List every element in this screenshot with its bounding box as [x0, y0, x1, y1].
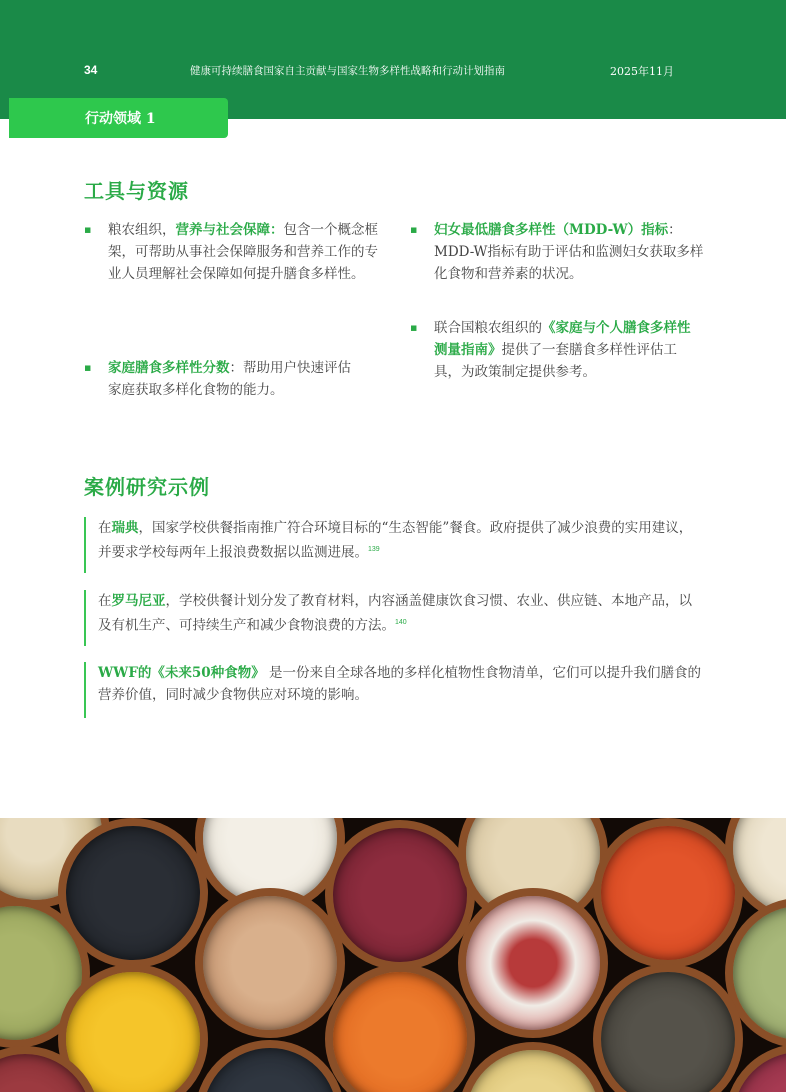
bullet-icon: ▪ — [410, 321, 418, 334]
case-study: 在瑞典，国家学校供餐指南推广符合环境目标的“生态智能”餐食。政府提供了减少浪费的实用建议，并要求学校每两年上报浪费数据以监测进展。$^{139}$ — [84, 517, 694, 573]
bowl-image — [195, 888, 345, 1038]
action-area-label: 行动领域 1 — [85, 111, 156, 127]
tool-item-title[interactable]: 家庭膳食多样性分数 — [108, 360, 230, 376]
bullet-icon: ▪ — [410, 223, 418, 236]
legumes-photo — [0, 818, 786, 1092]
case-country: 瑞典 — [111, 520, 139, 536]
case-country: 罗马尼亚 — [111, 593, 166, 609]
tool-item-title[interactable]: 妇女最低膳食多样性（MDD-W）指标 — [434, 222, 669, 238]
case-study: 在罗马尼亚，学校供餐计划分发了教育材料，内容涵盖健康饮食习惯、农业、供应链、本地产品，以及有机生产、可持续生产和减少食物浪费的方法。$^{140}$ — [84, 590, 694, 646]
case-study: WWF的《未来50种食物》 是一份来自全球各地的多样化植物性食物清单，它们可以提升我们膳食的营养价值，同时减少食物供应对环境的影响。 — [84, 662, 710, 718]
tool-item-title[interactable]: 《家庭与个人膳食多样性测量指南》 — [434, 320, 691, 358]
tool-item: ▪ 粮农组织，营养与社会保障：包含一个概念框架，可帮助从事社会保障服务和营养工作的专业人员理解社会保障如何提升膳食多样性。 — [108, 219, 386, 285]
document-date: 2025年11月 — [610, 65, 674, 78]
tool-item-title[interactable]: 营养与社会保障： — [175, 222, 284, 238]
cases-heading: 案例研究示例 — [84, 475, 210, 499]
document-title: 健康可持续膳食国家自主贡献与国家生物多样性战略和行动计划指南 — [190, 65, 505, 77]
bowl-image — [593, 964, 743, 1092]
bowl-image — [593, 818, 743, 968]
tool-item: ▪ 妇女最低膳食多样性（MDD-W）指标：MDD-W指标有助于评估和监测妇女获取多样化食物和营养素的状况。 — [434, 219, 706, 285]
tool-item: ▪ 家庭膳食多样性分数：帮助用户快速评估家庭获取多样化食物的能力。 — [108, 357, 363, 401]
bullet-icon: ▪ — [84, 361, 92, 374]
footnote-ref[interactable]: 139 — [368, 546, 380, 553]
bowl-image — [458, 1042, 608, 1092]
bowl-image — [325, 820, 475, 970]
case-title-link[interactable]: WWF的《未来50种食物》 — [98, 665, 265, 681]
page-number: 34 — [84, 63, 98, 77]
bowl-image — [325, 964, 475, 1092]
action-area-tag — [9, 98, 228, 138]
bullet-icon: ▪ — [84, 223, 92, 236]
footnote-ref[interactable]: 140 — [395, 619, 407, 626]
bowl-image — [195, 1040, 345, 1092]
tools-heading: 工具与资源 — [84, 179, 189, 203]
tool-item: ▪ 联合国粮农组织的《家庭与个人膳食多样性测量指南》提供了一套膳食多样性评估工具，为政策制定提供参考。 — [434, 317, 692, 383]
bowl-image — [458, 888, 608, 1038]
